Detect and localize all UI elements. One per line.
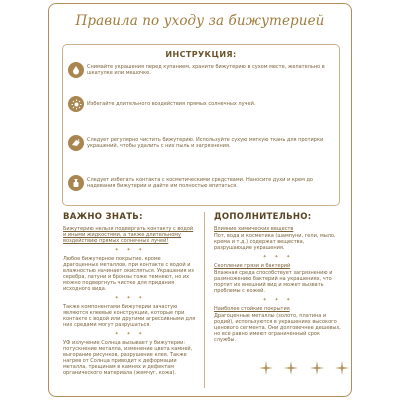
star-divider: ✦ ✦ ✦ xyxy=(114,295,146,301)
instruction-item xyxy=(68,175,333,191)
star-divider: ✦ ✦ ✦ xyxy=(262,254,294,260)
right-column xyxy=(214,226,342,346)
decorative-stars xyxy=(259,361,349,375)
paragraph: УФ излучение Солнца вызывает у бижутерии: потускнение металла, изменение цвета камней, выгорание рисунков, разрушение клея. Также нагрев от Солнца приводит к деформации металла, трещинам в камнях и дефектам органического материала (жемчуг, кожа). xyxy=(63,340,193,376)
subheading: Скопление грязи и бактерий xyxy=(214,263,291,269)
left-section-heading: ВАЖНО ЗНАТЬ: xyxy=(63,212,143,222)
sparkle-icon xyxy=(284,361,298,375)
subheading: Влияние химических веществ xyxy=(214,226,294,232)
instruction-item xyxy=(68,135,333,151)
warning-text: Бижутерию нельзя подвергать контакту с водой и иными жидкостями, а также длительному воздействию прямых солнечных лучей! xyxy=(63,226,194,244)
water-drop-icon xyxy=(68,62,84,78)
instruction-item xyxy=(68,96,333,112)
paragraph: Пот, вода и косметика (шампуни, гели, мыло, крема и т.д.) содержат вещества, разрушающие украшения. xyxy=(214,233,336,251)
sparkle-icon xyxy=(310,361,324,375)
care-rules-card xyxy=(48,3,352,397)
sparkle-icon xyxy=(259,361,273,375)
left-column xyxy=(63,226,197,379)
paragraph: Влажная среда способствует загрязнению и размножению бактерий на украшениях, что портит их внешний вид и может вызвать проблемы с кожей. xyxy=(214,270,333,294)
instruction-text: Следует избегать контакта с косметическими средствами. Наносите духи и крем до надевания бижутерии и дайте им полностью впитаться. xyxy=(87,177,313,189)
paragraph: Любое бижутерное покрытие, кроме драгоценных металлов, при контакте с водой и влажностью начинает окисляться. Украшения из серебра, латуни и бронзы тоже темнеют, но их можно подвергнуть чистке для придания исходного вида. xyxy=(63,256,194,292)
sparkle-icon xyxy=(335,361,349,375)
star-divider: ✦ ✦ ✦ xyxy=(114,247,146,253)
subheading: Наиболее стойкие покрытия xyxy=(214,306,290,312)
instruction-item xyxy=(68,62,333,78)
right-section-heading: ДОПОЛНИТЕЛЬНО: xyxy=(214,212,312,222)
paragraph: Также компонентами бижутерии зачастую являются клеевые конструкции, которые при контакте с водой или другими агрессивными для них средами могут разрушаться. xyxy=(63,304,196,328)
instruction-text: Следует регулярно чистить бижутерию. Используйте сухую мягкую ткань для протирки украшений, чтобы удалить с них пыль и загрязнения. xyxy=(87,137,324,149)
perfume-icon xyxy=(68,175,84,191)
instruction-text: Избегайте длительного воздействия прямых солнечных лучей. xyxy=(87,101,256,107)
star-divider: ✦ ✦ ✦ xyxy=(114,331,146,337)
sun-icon xyxy=(68,96,84,112)
column-divider xyxy=(204,212,205,388)
star-divider: ✦ ✦ ✦ xyxy=(262,297,294,303)
instruction-text: Снимайте украшения перед купанием, храните бижутерию в сухом месте, желательно в шкатулке или мешочке. xyxy=(87,64,325,76)
polish-cloth-icon xyxy=(68,135,84,151)
page-title: Правила по уходу за бижутерией xyxy=(75,13,325,29)
paragraph: Драгоценные металлы (золото, платина и родий), используются в украшениях высокого ценового сегмента. Они долговечнее дешевых, но все равно имеют ограниченный срок службы. xyxy=(214,313,341,343)
instructions-heading: ИНСТРУКЦИЯ: xyxy=(165,50,237,59)
instructions-box xyxy=(62,44,340,206)
